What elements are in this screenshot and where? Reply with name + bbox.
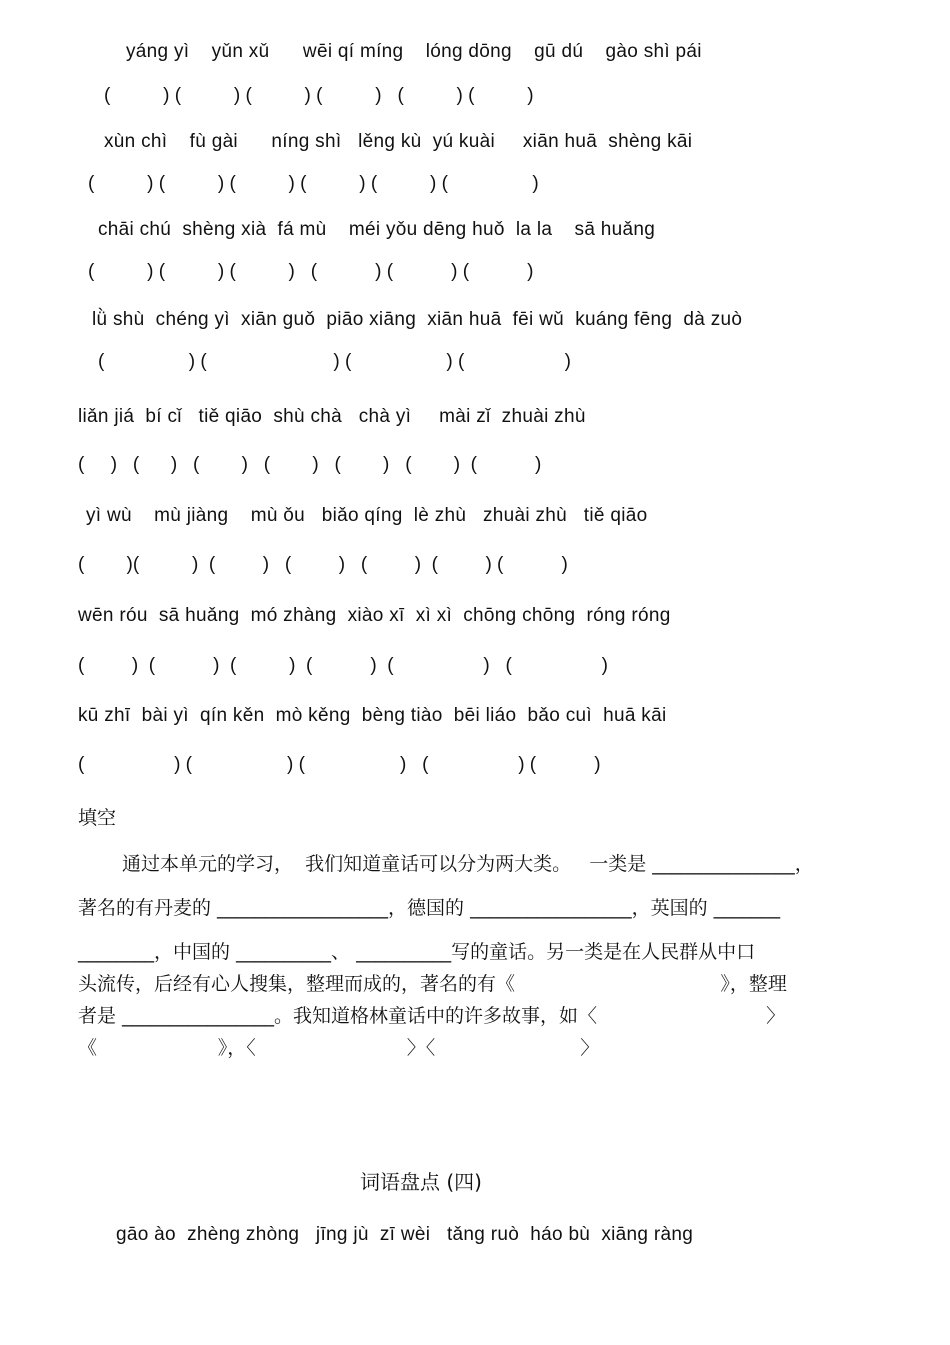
answer-brackets-row: ( ) ( ) ( ) ( ) ( ) ( ) (104, 85, 534, 106)
answer-brackets-row: ( ) ( ) ( ) ( ) ( ) ( ) (78, 655, 608, 676)
fill-blank-label: 填空 (78, 807, 117, 829)
answer-brackets-row: ( ) ( ) ( ) ( ) ( ) (78, 754, 601, 775)
answer-brackets-row: ( ) ( ) ( ) ( ) ( ) ( ) (88, 173, 539, 194)
pinyin-row: wēn róu sā huǎng mó zhàng xiào xī xì xì chōng chōng róng róng (78, 605, 671, 626)
answer-brackets-row: ( )( ) ( ) ( ) ( ) ( ) ( ) (78, 554, 568, 575)
fill-blank-text: 著名的有丹麦的 __________________，德国的 _________________，英国的 _______ (78, 897, 781, 919)
pinyin-row: gāo ào zhèng zhòng jīng jù zī wèi tǎng ruò háo bù xiāng ràng (116, 1224, 694, 1245)
pinyin-row: yáng yì yǔn xǔ wēi qí míng lóng dōng gū dú gào shì pái (126, 41, 702, 62)
section-title: 词语盘点 (四) (360, 1170, 482, 1194)
answer-brackets-row: ( ) ( ) ( ) ( ) (98, 351, 571, 372)
fill-blank-text: 通过本单元的学习， 我们知道童话可以分为两大类。 一类是 _______________， (122, 853, 814, 875)
pinyin-row: kū zhī bài yì qín kěn mò kěng bèng tiào bēi liáo bǎo cuì huā kāi (78, 705, 667, 726)
answer-brackets-row: ( ) ( ) ( ) ( ) ( ) ( ) (88, 261, 534, 282)
fill-blank-text: 头流传，后经有心人搜集，整理而成的，著名的有《 》，整理 (78, 973, 787, 995)
pinyin-row: xùn chì fù gài níng shì lěng kù yú kuài xiān huā shèng kāi (104, 131, 693, 152)
fill-blank-text: 者是 ________________。我知道格林童话中的许多故事，如〈 〉 (78, 1005, 786, 1027)
fill-blank-text: ________，中国的 __________、 __________写的童话。另一类是在人民群从中口 (78, 941, 756, 963)
pinyin-row: chāi chú shèng xià fá mù méi yǒu dēng huǒ la la sā huǎng (98, 219, 656, 240)
fill-blank-text: 《 》，〈 〉〈 〉 (78, 1037, 600, 1059)
pinyin-row: lǜ shù chéng yì xiān guǒ piāo xiāng xiān huā fēi wǔ kuáng fēng dà zuò (92, 309, 743, 330)
answer-brackets-row: ( ) ( ) ( ) ( ) ( ) ( ) ( ) (78, 454, 542, 475)
pinyin-row: yì wù mù jiàng mù ǒu biǎo qíng lè zhù zhuài zhù tiě qiāo (86, 505, 648, 526)
pinyin-row: liǎn jiá bí cǐ tiě qiāo shù chà chà yì mài zǐ zhuài zhù (78, 406, 586, 427)
